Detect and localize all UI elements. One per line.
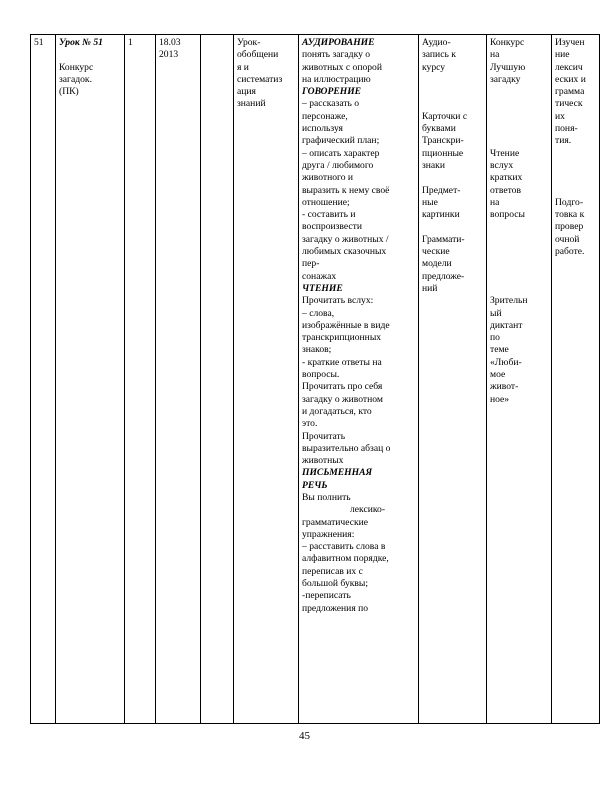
row-number: 51 xyxy=(34,37,44,48)
homework-line: лексич xyxy=(555,61,583,73)
cell-hours xyxy=(125,35,156,724)
reading-line: Прочитать про себя xyxy=(302,381,383,393)
reading-line: это. xyxy=(302,418,318,430)
lesson-type-line: обобщени xyxy=(237,49,279,61)
speaking-line: выразить к нему своё xyxy=(302,184,390,196)
materials-line: пционные xyxy=(422,147,464,159)
control-line: по xyxy=(490,332,500,344)
writing-line: -переписать xyxy=(302,590,351,602)
lesson-date: 2013 xyxy=(159,49,179,61)
reading-line: Прочитать xyxy=(302,430,346,442)
materials-line: запись к xyxy=(422,49,456,61)
control-line: кратких xyxy=(490,172,523,184)
homework-line: Подго- xyxy=(555,196,584,208)
cell-activities xyxy=(299,35,419,724)
control-line: Конкурс xyxy=(490,37,525,48)
materials-line: Карточки с xyxy=(422,110,468,122)
reading-line: загадку о животном xyxy=(302,393,383,405)
control-line: на xyxy=(490,196,500,208)
homework-line: грамма xyxy=(555,86,585,98)
speaking-line: воспроизвести xyxy=(302,221,362,233)
speaking-line: отношение; xyxy=(302,196,350,208)
control-line: Лучшую xyxy=(490,61,526,73)
writing-line: упражнения: xyxy=(302,528,355,540)
materials-line: предложе- xyxy=(422,270,465,282)
homework-line: поня- xyxy=(555,123,578,135)
speaking-line: сонажах xyxy=(302,270,337,282)
writing-line: алфавитном порядке, xyxy=(302,553,389,565)
writing-line: грамматические xyxy=(302,516,369,528)
materials-line: Граммати- xyxy=(422,233,465,245)
table-row xyxy=(31,35,600,724)
cell-lesson-type xyxy=(234,35,299,724)
writing-heading: РЕЧЬ xyxy=(302,479,328,491)
homework-line: Изучен xyxy=(555,37,585,48)
cell-number xyxy=(31,35,56,724)
speaking-heading: ГОВОРЕНИЕ xyxy=(302,86,362,98)
reading-line: вопросы. xyxy=(302,369,340,381)
materials-line: буквами xyxy=(422,123,456,135)
listening-line: на иллюстрацию xyxy=(302,73,371,85)
cell-date xyxy=(156,35,201,724)
lesson-type-line: систематиз xyxy=(237,73,283,85)
control-line: вопросы xyxy=(490,209,525,221)
writing-heading: ПИСЬМЕННАЯ xyxy=(302,467,373,479)
materials-line: ний xyxy=(422,282,438,294)
reading-heading: ЧТЕНИЕ xyxy=(302,282,343,294)
control-line: ый xyxy=(490,307,502,319)
speaking-line: загадку о животных / xyxy=(302,233,389,245)
lesson-topic-line: (ПК) xyxy=(59,86,79,98)
materials-line: модели xyxy=(422,258,452,270)
control-line: Зрительн xyxy=(490,295,528,307)
speaking-line: графический план; xyxy=(302,135,380,147)
homework-line: товка к xyxy=(555,209,585,221)
writing-line: – расставить слова в xyxy=(302,541,386,553)
reading-line: Прочитать вслух: xyxy=(302,295,374,307)
control-line: «Люби- xyxy=(490,356,522,368)
listening-heading: АУДИРОВАНИЕ xyxy=(302,37,375,48)
control-line: ответов xyxy=(490,184,521,196)
writing-line: переписав их с xyxy=(302,565,363,577)
lesson-type-line: Урок- xyxy=(237,37,261,48)
speaking-line: используя xyxy=(302,123,343,135)
reading-line: и догадаться, кто xyxy=(302,405,372,417)
materials-line: картинки xyxy=(422,209,460,221)
homework-line: тическ xyxy=(555,98,583,110)
lesson-topic-line: Конкурс xyxy=(59,61,94,73)
materials-line: курсу xyxy=(422,61,446,73)
reading-line: знаков; xyxy=(302,344,332,356)
lesson-type-line: знаний xyxy=(237,98,266,110)
speaking-line: – рассказать о xyxy=(302,98,360,110)
writing-line: большой буквы; xyxy=(302,578,369,590)
speaking-line: пер- xyxy=(302,258,320,270)
control-line: диктант xyxy=(490,319,523,331)
lesson-title: Урок № 51 xyxy=(59,37,103,48)
writing-line: лексико- xyxy=(350,504,386,516)
cell-empty xyxy=(201,35,234,724)
homework-line: еских и xyxy=(555,73,586,85)
materials-line: Транскри- xyxy=(422,135,464,147)
homework-line: очной xyxy=(555,233,580,245)
reading-line: - краткие ответы на xyxy=(302,356,382,368)
lesson-type-line: ация xyxy=(237,86,256,98)
speaking-line: животного и xyxy=(302,172,354,184)
control-line: ное» xyxy=(490,393,510,405)
reading-line: изображённые в виде xyxy=(302,319,390,331)
homework-line: их xyxy=(555,110,565,122)
control-line: мое xyxy=(490,369,506,381)
cell-control xyxy=(487,35,552,724)
control-line: загадку xyxy=(490,73,521,85)
homework-line: ние xyxy=(555,49,570,61)
listening-line: понять загадку о xyxy=(302,49,371,61)
listening-line: животных с опорой xyxy=(302,61,382,73)
reading-line: выразительно абзац о xyxy=(302,442,391,454)
page-number: 45 xyxy=(299,730,310,742)
materials-line: Предмет- xyxy=(422,184,461,196)
homework-line: работе. xyxy=(555,246,585,258)
speaking-line: друга / любимого xyxy=(302,159,374,171)
speaking-line: – описать характер xyxy=(302,147,380,159)
homework-line: провер xyxy=(555,221,584,233)
lesson-topic-line: загадок. xyxy=(59,73,92,85)
cell-lesson xyxy=(56,35,125,724)
lesson-date: 18.03 xyxy=(159,37,181,48)
speaking-line: персонаже, xyxy=(302,110,348,122)
control-line: вслух xyxy=(490,159,514,171)
control-line: живот- xyxy=(490,381,519,393)
reading-line: транскрипционных xyxy=(302,332,382,344)
control-line: теме xyxy=(490,344,509,356)
speaking-line: - составить и xyxy=(302,209,356,221)
reading-line: животных xyxy=(302,455,344,467)
materials-line: знаки xyxy=(422,159,445,171)
homework-line: тия. xyxy=(555,135,572,147)
cell-materials xyxy=(419,35,487,724)
lesson-plan-table xyxy=(30,34,600,724)
writing-line: Вы полнить xyxy=(302,491,351,503)
materials-line: ные xyxy=(422,196,438,208)
cell-homework xyxy=(552,35,600,724)
speaking-line: любимых сказочных xyxy=(302,246,387,258)
lesson-hours: 1 xyxy=(128,37,133,48)
writing-line: предложения по xyxy=(302,602,369,614)
reading-line: – слова, xyxy=(302,307,335,319)
materials-line: ческие xyxy=(422,246,450,258)
control-line: на xyxy=(490,49,500,61)
control-line: Чтение xyxy=(490,147,520,159)
materials-line: Аудио- xyxy=(422,37,451,48)
lesson-type-line: я и xyxy=(237,61,249,73)
